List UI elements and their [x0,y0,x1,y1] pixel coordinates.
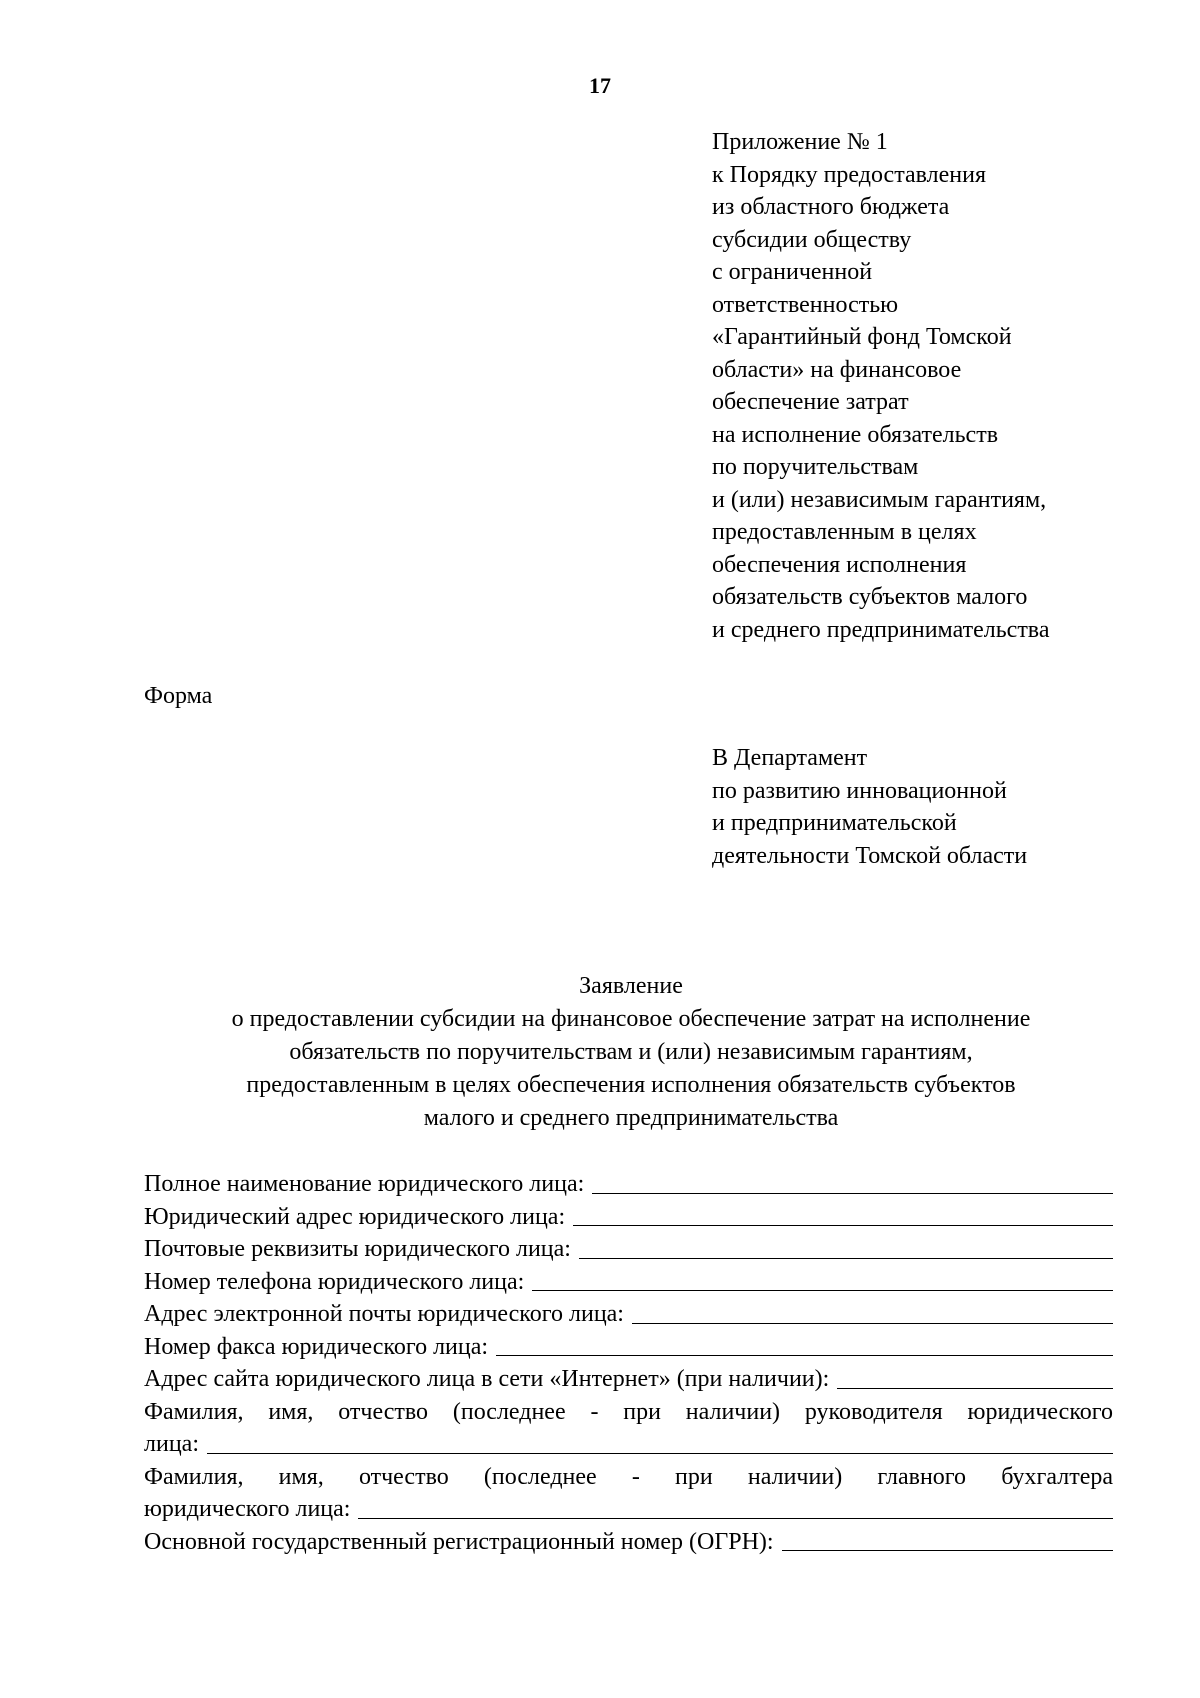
field-label: Юридический адрес юридического лица: [144,1203,566,1230]
field-label: Номер телефона юридического лица: [144,1268,525,1295]
accountant-label-line1: Фамилия, имя, отчество (последнее - при наличии) главного бухгалтера [144,1463,1113,1490]
appendix-line: предоставленным в целях [712,519,977,545]
field-ogrn [144,1526,1113,1559]
title-line: обязательств по поручительствам и (или) независимым гарантиям, [289,1039,973,1065]
full-name-blank[interactable] [592,1193,1113,1194]
form-label: Форма [144,683,213,709]
appendix-line: обеспечения исполнения [712,551,967,578]
field-label: Полное наименование юридического лица: [144,1171,585,1197]
field-label: Номер факса юридического лица: [144,1333,489,1360]
accountant-blank[interactable] [358,1518,1113,1519]
field-label: Основной государственный регистрационный номер (ОГРН): [144,1528,774,1555]
field-website [144,1363,1113,1396]
appendix-line: с ограниченной [712,259,873,285]
application-fields [144,1168,1113,1558]
appendix-line: и среднего предпринимательства [712,616,1050,643]
appendix-line: по поручительствам [712,454,919,480]
website-blank[interactable] [837,1388,1113,1389]
appendix-line: Приложение № 1 [712,129,888,155]
page-number: 17 [589,73,611,98]
field-email [144,1298,1113,1331]
appendix-line: обязательств субъектов малого [712,584,1028,610]
director-label-line1: Фамилия, имя, отчество (последнее - при наличии) руководителя юридического [144,1398,1113,1425]
field-full-name [144,1168,1113,1201]
addressee-line: деятельности Томской области [712,842,1028,869]
appendix-line: области» на финансовое [712,356,962,383]
addressee-line: по развитию инновационной [712,777,1007,804]
appendix-line: ответственностью [712,291,899,318]
addressee-line: В Департамент [712,745,868,771]
field-fax [144,1331,1113,1364]
appendix-line: и (или) независимым гарантиям, [712,486,1047,513]
email-blank[interactable] [632,1323,1113,1324]
title-line: малого и среднего предпринимательства [423,1105,839,1131]
appendix-line: на исполнение обязательств [712,421,999,448]
appendix-block [712,126,1049,646]
field-label: Адрес сайта юридического лица в сети «Интернет» (при наличии): [144,1366,830,1392]
ogrn-blank[interactable] [782,1550,1113,1551]
phone-blank[interactable] [532,1290,1113,1291]
field-postal-details [144,1233,1113,1266]
field-director [144,1428,1113,1461]
field-label: Адрес электронной почты юридического лица: [144,1301,624,1327]
field-phone [144,1266,1113,1299]
title-heading: Заявление [579,973,683,999]
document-title [0,970,1200,1135]
legal-address-blank[interactable] [573,1225,1113,1226]
field-label: юридического лица: [144,1496,351,1522]
field-legal-address [144,1201,1113,1234]
postal-details-blank[interactable] [579,1258,1113,1259]
fax-blank[interactable] [496,1355,1113,1356]
field-accountant [144,1493,1113,1526]
addressee-block [712,742,1027,872]
title-line: о предоставлении субсидии на финансовое обеспечение затрат на исполнение [231,1006,1031,1032]
appendix-line: из областного бюджета [712,194,950,220]
addressee-line: и предпринимательской [712,810,957,836]
director-blank[interactable] [207,1453,1113,1454]
appendix-line: «Гарантийный фонд Томской [712,324,1012,350]
appendix-line: субсидии обществу [712,226,912,253]
appendix-line: обеспечение затрат [712,389,909,415]
appendix-line: к Порядку предоставления [712,161,987,188]
field-label: Почтовые реквизиты юридического лица: [144,1236,571,1262]
field-label: лица: [144,1431,199,1457]
title-line: предоставленным в целях обеспечения исполнения обязательств субъектов [246,1072,1016,1098]
